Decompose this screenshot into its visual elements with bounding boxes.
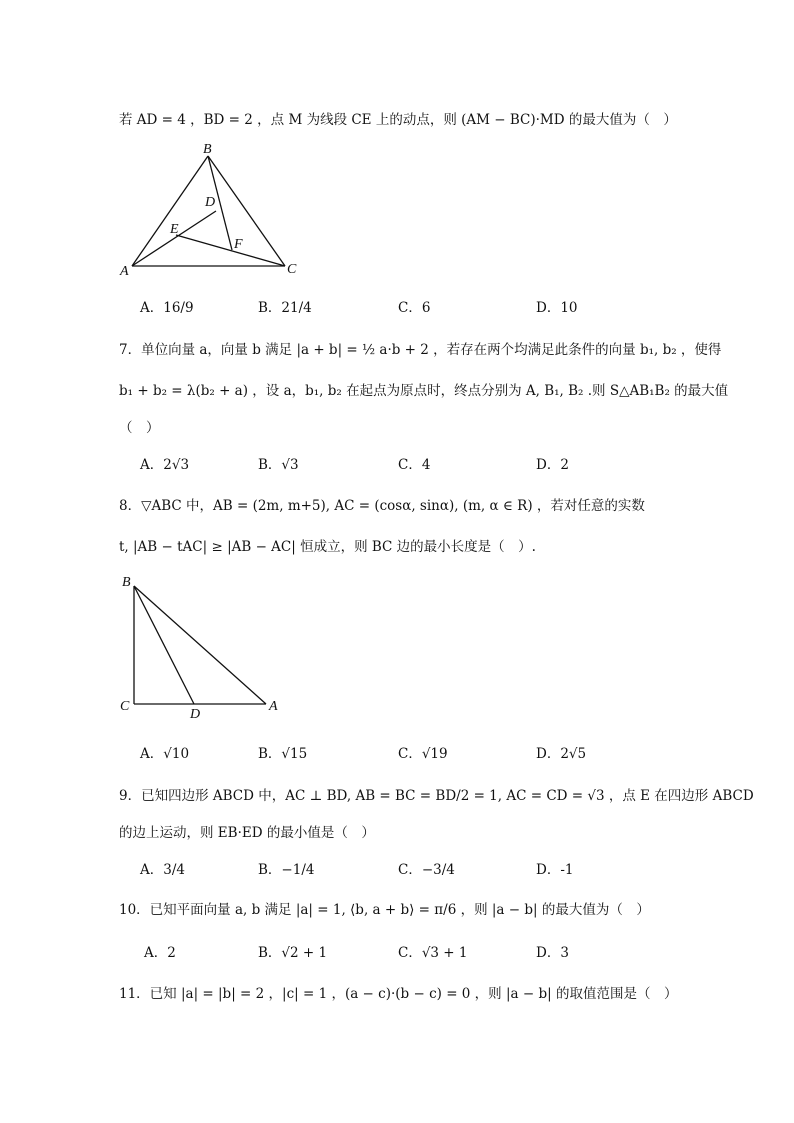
q10-option-b[interactable]: B．√2 + 1: [258, 945, 328, 961]
q6-option-d[interactable]: D．10: [536, 300, 578, 316]
q8-right-triangle-figure: [112, 570, 292, 722]
q6-option-b[interactable]: B．21/4: [258, 300, 312, 316]
q9-option-b[interactable]: B．−1/4: [258, 862, 315, 878]
label-A: A: [120, 264, 129, 279]
q8-option-a[interactable]: A．√10: [140, 746, 190, 762]
q9-line1: 9．已知四边形 ABCD 中，AC ⊥ BD, AB = BC = BD/2 = 1, AC = CD = √3 ，点 E 在四边形 ABCD: [119, 788, 754, 804]
label-A: A: [269, 699, 278, 714]
q6-option-a[interactable]: A．16/9: [140, 300, 194, 316]
label-F: F: [234, 237, 243, 252]
label-B: B: [122, 575, 131, 590]
q9-option-a[interactable]: A．3/4: [140, 862, 185, 878]
q7-line2: b₁ + b₂ = λ(b₂ + a) ，设 a，b₁, b₂ 在起点为原点时，终点分别为 A, B₁, B₂ .则 S△AB₁B₂ 的最大值: [119, 383, 729, 399]
label-C: C: [120, 699, 130, 714]
label-D: D: [190, 707, 201, 722]
q9-line2: 的边上运动，则 EB·ED 的最小值是（ ）: [119, 825, 375, 841]
q10-line1: 10．已知平面向量 a, b 满足 |a| = 1, ⟨b, a + b⟩ = π/6 ，则 |a − b| 的最大值为（ ）: [119, 902, 650, 918]
q10-option-d[interactable]: D．3: [536, 945, 569, 961]
q8-line2: t, |AB − tAC| ≥ |AB − AC| 恒成立，则 BC 边的最小长度是（ ）.: [119, 539, 536, 555]
q9-option-d[interactable]: D．-1: [536, 862, 574, 878]
q8-line1: 8．▽ABC 中，AB = (2m, m+5), AC = (cosα, sinα), (m, α ∈ R) ，若对任意的实数: [119, 498, 645, 514]
q8-option-d[interactable]: D．2√5: [536, 746, 587, 762]
q7-option-a[interactable]: A．2√3: [140, 457, 190, 473]
q6-stem: 若 AD = 4 ，BD = 2 ，点 M 为线段 CE 上的动点，则 (AM − BC)·MD 的最大值为（ ）: [119, 112, 677, 128]
q9-option-c[interactable]: C．−3/4: [398, 862, 455, 878]
label-D: D: [205, 195, 216, 210]
q7-option-c[interactable]: C．4: [398, 457, 431, 473]
label-B: B: [203, 142, 212, 157]
q6-triangle-figure: [110, 138, 310, 283]
q8-option-b[interactable]: B．√15: [258, 746, 308, 762]
q10-option-c[interactable]: C．√3 + 1: [398, 945, 468, 961]
q7-option-b[interactable]: B．√3: [258, 457, 299, 473]
q7-line1: 7．单位向量 a，向量 b 满足 |a + b| = ½ a·b + 2 ，若存在两个均满足此条件的向量 b₁, b₂ ，使得: [119, 342, 722, 358]
q6-option-c[interactable]: C．6: [398, 300, 431, 316]
label-E: E: [170, 222, 179, 237]
q7-line3: （ ）: [119, 420, 160, 436]
q10-option-a[interactable]: A．2: [144, 945, 176, 961]
q7-option-d[interactable]: D．2: [536, 457, 569, 473]
q8-option-c[interactable]: C．√19: [398, 746, 448, 762]
label-C: C: [287, 262, 297, 277]
q11-line1: 11．已知 |a| = |b| = 2 ，|c| = 1 ，(a − c)·(b − c) = 0 ，则 |a − b| 的取值范围是（ ）: [119, 986, 678, 1002]
